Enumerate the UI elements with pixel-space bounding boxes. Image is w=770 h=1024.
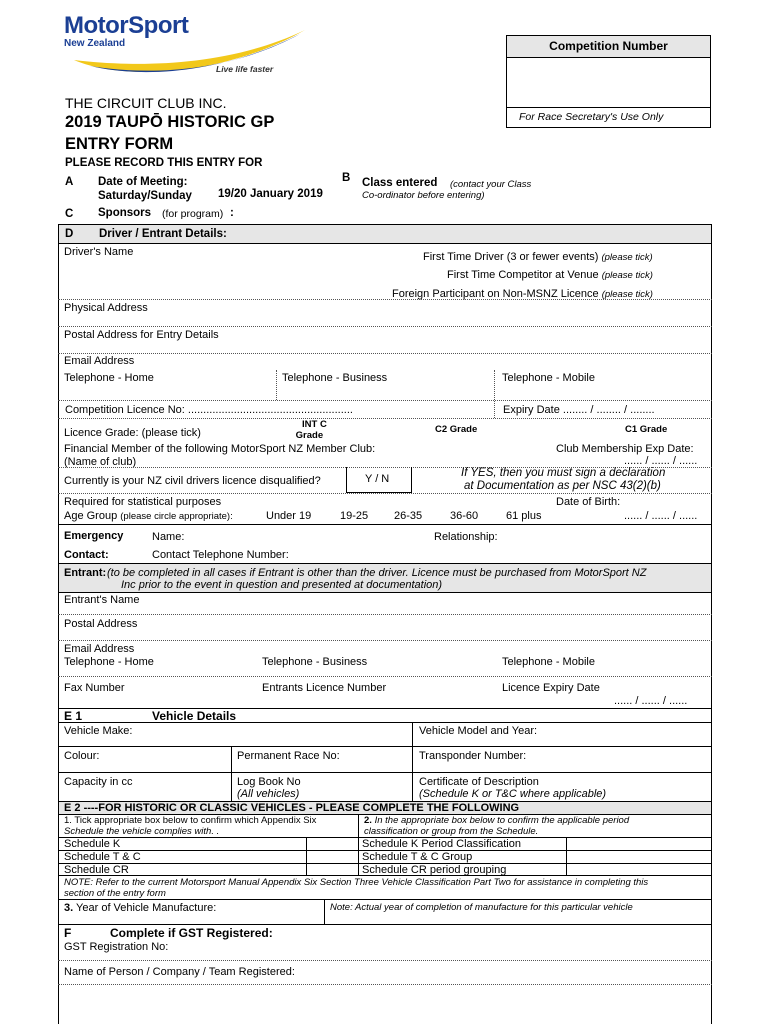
registered-person-label: Name of Person / Company / Team Registered: [64, 966, 295, 978]
divider [58, 899, 712, 900]
section-b-letter: B [342, 172, 351, 184]
schedule-k-tickbox[interactable] [312, 839, 352, 849]
competition-number-header [507, 36, 710, 58]
divider [58, 746, 712, 747]
divider [58, 353, 712, 354]
entrant-name-label: Entrant's Name [64, 594, 140, 606]
tel-mobile-label: Telephone - Mobile [502, 372, 595, 384]
entrant-expiry-blank[interactable]: ...... / ...... / ...... [614, 695, 688, 707]
contact-label: Contact: [64, 549, 109, 561]
entrant-label: Entrant: [64, 567, 107, 579]
postal-address-field[interactable] [235, 329, 700, 349]
logbook-label: Log Book No [237, 776, 301, 788]
age-option[interactable]: Under 19 [266, 510, 312, 522]
section-f-title: Complete if GST Registered: [110, 926, 273, 940]
class-entered-label: Class entered [362, 177, 438, 189]
entrant-tel-home-label: Telephone - Home [64, 656, 154, 668]
year-manufacture-note: Note: Actual year of completion of manufacture for this particular vehicle [330, 902, 633, 913]
year-manufacture-label: 3. Year of Vehicle Manufacture: [64, 902, 217, 914]
meeting-date: 19/20 January 2019 [218, 188, 323, 200]
e1-number: E 1 [64, 709, 83, 723]
e2-note-1: NOTE: Refer to the current Motorsport Manual Appendix Six Section Three Vehicle Classification Part Two for assistance in completing this [64, 877, 649, 888]
divider [58, 524, 712, 525]
email-field[interactable] [150, 355, 700, 369]
page-subtitle: ENTRY FORM [65, 135, 174, 153]
transponder-label: Transponder Number: [419, 750, 527, 762]
disqualified-question: Currently is your NZ civil drivers licence disqualified? [64, 475, 321, 487]
registered-person-field[interactable] [312, 966, 702, 980]
licence-expiry-label: Expiry Date ........ / ........ / ........ [503, 404, 655, 416]
entrant-note-1: (to be completed in all cases if Entrant is other than the driver. Licence must be purchased from MotorSport NZ [107, 567, 647, 579]
age-option[interactable]: 19-25 [340, 510, 369, 522]
sponsors-colon: : [230, 207, 234, 219]
section-f-letter: F [64, 926, 72, 940]
grade-c2: C2 Grade [435, 424, 478, 435]
divider [324, 899, 325, 925]
grade-c1: C1 Grade [625, 424, 668, 435]
club-exp-blank[interactable]: ...... / ...... / ...... [624, 455, 698, 467]
drivers-name-label: Driver's Name [64, 246, 134, 258]
club-name-label: (Name of club) [64, 456, 137, 468]
divider [58, 984, 712, 985]
competition-number-field[interactable] [507, 58, 710, 108]
e1-title: Vehicle Details [152, 709, 237, 723]
period-cr-field[interactable] [572, 865, 702, 875]
competition-licence-label: Competition Licence No: ...................................................... [65, 404, 353, 416]
postal-address-label: Postal Address for Entry Details [64, 329, 219, 341]
entrant-email-label: Email Address [64, 643, 135, 655]
logo-brand: MotorSport [64, 12, 189, 39]
e2-left-instr-1: 1. Tick appropriate box below to confirm which Appendix Six [64, 815, 317, 826]
age-option[interactable]: 61 plus [506, 510, 542, 522]
divider [58, 400, 712, 401]
page-title: 2019 TAUPŌ HISTORIC GP [65, 113, 275, 131]
drivers-name-field[interactable] [150, 246, 410, 260]
race-secretary-note: For Race Secretary's Use Only [519, 111, 664, 123]
club-name: THE CIRCUIT CLUB INC. [65, 95, 227, 111]
class-entered-note-2: Co-ordinator before entering) [362, 190, 485, 201]
entrant-postal-label: Postal Address [64, 618, 138, 630]
schedule-cr-label: Schedule CR [64, 864, 129, 876]
section-a-letter: A [65, 176, 74, 188]
if-yes-note-2: at Documentation as per NSC 43(2)(b) [464, 480, 661, 492]
first-time-driver-tickbox[interactable] [680, 250, 702, 264]
e2-right-instr-2: classification or group from the Schedule. [364, 826, 539, 837]
period-k-field[interactable] [572, 839, 702, 849]
sponsors-note: (for program) [162, 208, 224, 220]
section-d-header [58, 224, 712, 244]
divider [58, 960, 712, 961]
divider [566, 837, 567, 875]
form-left-border [58, 244, 59, 1024]
schedule-tc-tickbox[interactable] [312, 852, 352, 862]
entrant-licence-expiry-label: Licence Expiry Date [502, 682, 600, 694]
entrant-licence-number-label: Entrants Licence Number [262, 682, 387, 694]
divider [58, 493, 712, 494]
cert-note: (Schedule K or T&C where applicable) [419, 788, 607, 800]
dob-blank[interactable]: ...... / ...... / ...... [624, 510, 698, 522]
divider [412, 722, 413, 802]
period-tc-field[interactable] [572, 852, 702, 862]
statistical-label: Required for statistical purposes [64, 496, 222, 508]
club-exp-label: Club Membership Exp Date: [556, 443, 694, 455]
financial-member-label: Financial Member of the following MotorSport NZ Member Club: [64, 443, 376, 455]
divider [58, 722, 712, 723]
divider [306, 837, 307, 875]
meeting-day: Saturday/Sunday [98, 190, 192, 202]
class-entered-note-1: (contact your Class [450, 179, 532, 190]
logbook-note: (All vehicles) [237, 788, 300, 800]
colour-label: Colour: [64, 750, 100, 762]
age-group-label: Age Group (please circle appropriate): [64, 510, 233, 522]
physical-address-label: Physical Address [64, 302, 148, 314]
emergency-name-label: Name: [152, 531, 185, 543]
motorsport-logo [60, 10, 310, 80]
age-option[interactable]: 26-35 [394, 510, 423, 522]
gst-label: GST Registration No: [64, 941, 169, 953]
form-right-border [711, 244, 712, 1024]
period-k-label: Schedule K Period Classification [362, 838, 521, 850]
first-time-driver-label: First Time Driver (3 or fewer events) (please tick) [423, 251, 653, 263]
entrant-tel-mobile-label: Telephone - Mobile [502, 656, 595, 668]
first-time-competitor-label: First Time Competitor at Venue (please tick) [447, 269, 653, 281]
entrant-header [58, 563, 712, 593]
licence-grade-label: Licence Grade: (please tick) [64, 427, 201, 439]
period-cr-label: Schedule CR period grouping [362, 864, 507, 876]
e2-right-instr-1: 2. In the appropriate box below to confirm the applicable period [364, 815, 630, 826]
divider [358, 815, 359, 875]
section-c-letter: C [65, 208, 74, 220]
cert-label: Certificate of Description [419, 776, 539, 788]
divider [58, 299, 712, 300]
divider [276, 370, 277, 400]
section-d-title: Driver / Entrant Details: [99, 228, 227, 240]
record-entry-heading: PLEASE RECORD THIS ENTRY FOR [65, 157, 263, 169]
contact-tel-label: Contact Telephone Number: [152, 549, 289, 561]
entrant-fax-label: Fax Number [64, 682, 125, 694]
capacity-label: Capacity in cc [64, 776, 133, 788]
entrant-note-2: Inc prior to the event in question and presented at documentation) [121, 579, 443, 591]
divider [58, 875, 712, 876]
emergency-label: Emergency [64, 530, 124, 542]
schedule-cr-tickbox[interactable] [312, 865, 352, 875]
vehicle-make-label: Vehicle Make: [64, 725, 133, 737]
logo-country: New Zealand [64, 38, 126, 49]
physical-address-field[interactable] [160, 302, 700, 322]
disqualified-yn-box[interactable] [346, 467, 412, 493]
e2-left-instr-2: Schedule the vehicle complies with. . [64, 826, 220, 837]
foreign-participant-label: Foreign Participant on Non-MSNZ Licence (please tick) [392, 288, 653, 300]
schedule-k-label: Schedule K [64, 838, 121, 850]
dob-label: Date of Birth: [556, 496, 621, 508]
divider [58, 418, 712, 419]
divider [58, 326, 712, 327]
divider [494, 370, 495, 418]
divider [58, 772, 712, 773]
divider [58, 676, 712, 677]
first-time-competitor-tickbox[interactable] [680, 268, 702, 282]
if-yes-note-1: If YES, then you must sign a declaration [461, 467, 666, 479]
divider [231, 746, 232, 802]
gst-field[interactable] [180, 941, 700, 955]
section-d-letter: D [65, 228, 74, 240]
email-label: Email Address [64, 355, 135, 367]
e2-note-2: section of the entry form [64, 888, 166, 899]
divider [58, 640, 712, 641]
yn-option: Y / N [365, 473, 390, 485]
divider [58, 614, 712, 615]
grade-int-c: INT C Grade [295, 419, 327, 441]
e2-header [58, 801, 712, 815]
divider [58, 924, 712, 925]
sponsors-label: Sponsors [98, 207, 152, 219]
schedule-tc-label: Schedule T & C [64, 851, 141, 863]
race-no-label: Permanent Race No: [237, 750, 340, 762]
tel-business-label: Telephone - Business [282, 372, 388, 384]
e2-title: E 2 ----FOR HISTORIC OR CLASSIC VEHICLES - PLEASE COMPLETE THE FOLLOWING [64, 802, 520, 814]
tel-home-label: Telephone - Home [64, 372, 154, 384]
period-tc-label: Schedule T & C Group [362, 851, 473, 863]
entrant-tel-business-label: Telephone - Business [262, 656, 368, 668]
logo-tagline: Live life faster [216, 64, 274, 74]
age-option[interactable]: 36-60 [450, 510, 479, 522]
relationship-label: Relationship: [434, 531, 498, 543]
vehicle-model-label: Vehicle Model and Year: [419, 725, 538, 737]
competition-number-box [506, 35, 711, 128]
competition-number-title: Competition Number [549, 39, 668, 53]
date-of-meeting-label: Date of Meeting: [98, 176, 188, 188]
